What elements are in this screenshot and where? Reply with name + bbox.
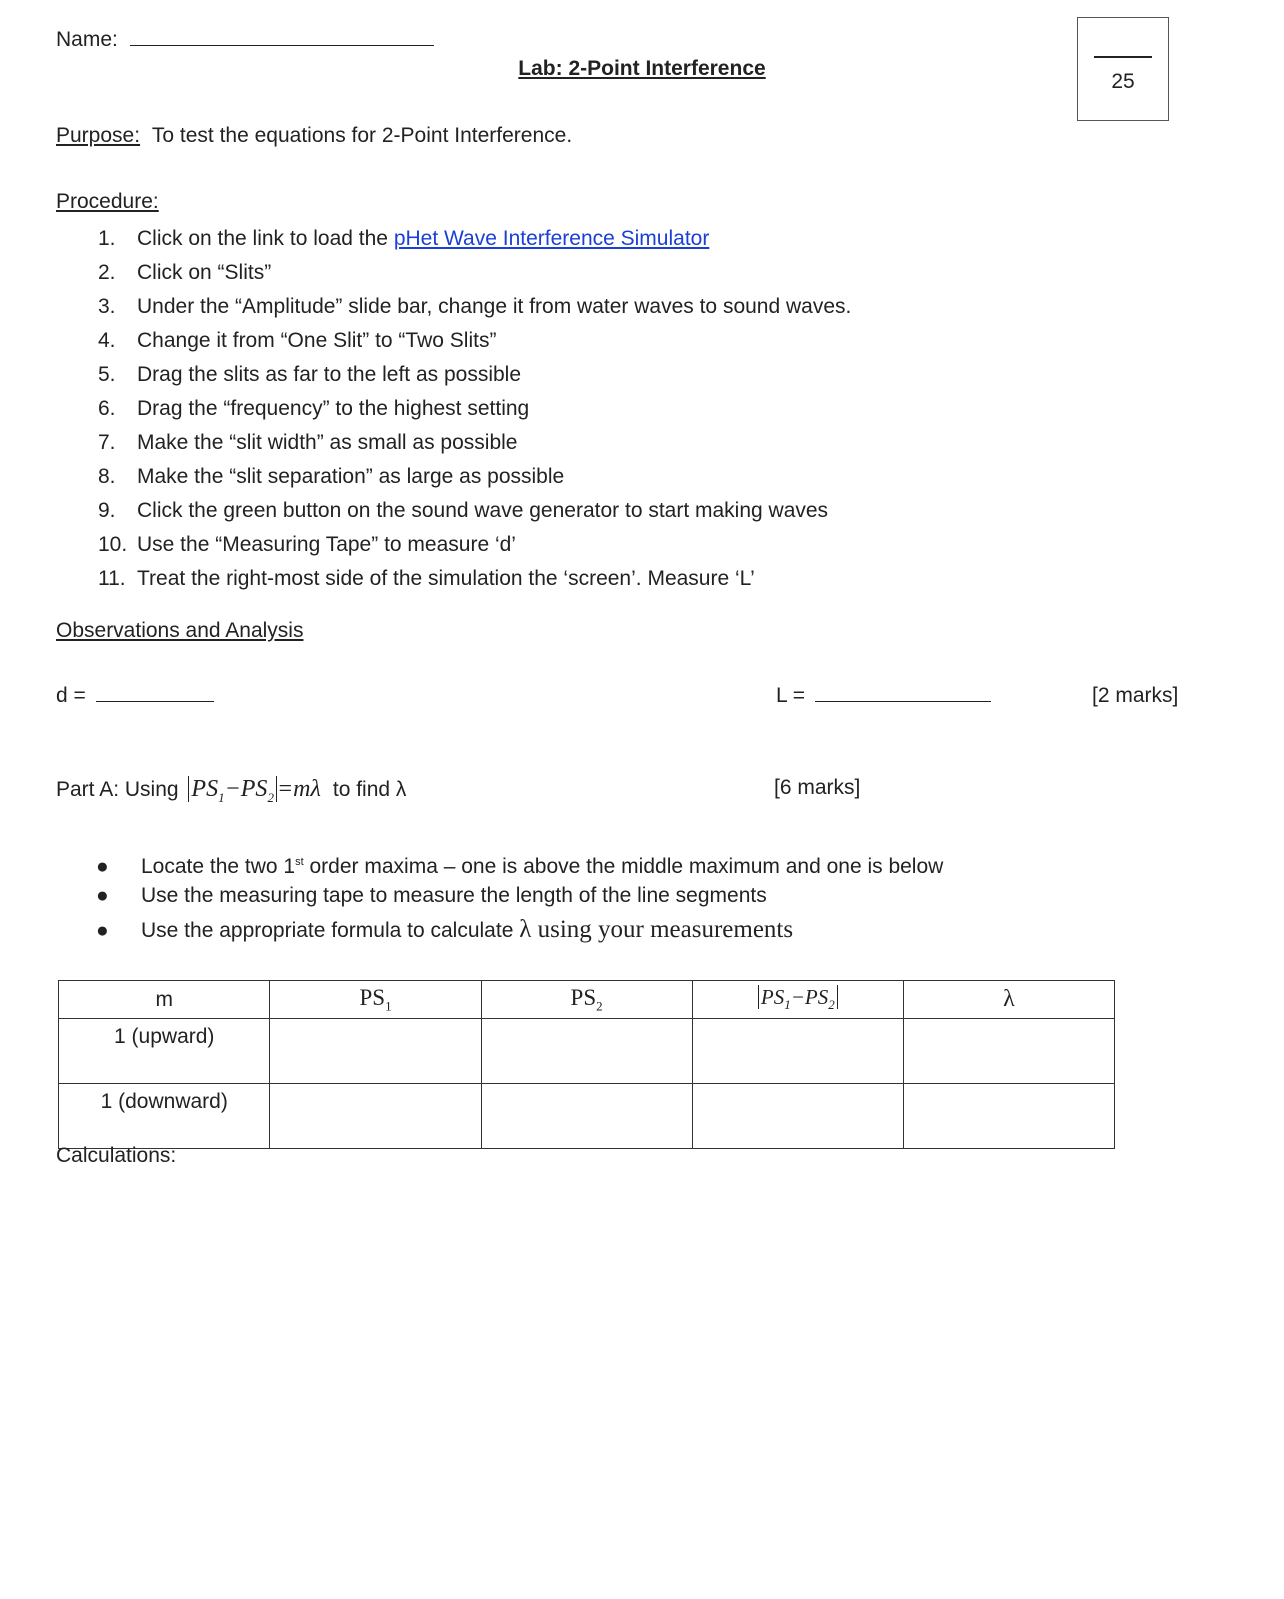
header-path-difference: $PS_1-PS_2$ <box>692 981 903 1019</box>
procedure-step: 11. Treat the right-most side of the simulation the ‘screen’. Measure ‘L’ <box>98 567 755 590</box>
d-blank[interactable] <box>96 701 214 702</box>
observations-label: Observations and Analysis <box>56 619 304 642</box>
procedure-step: 3. Under the “Amplitude” slide bar, change it from water waves to sound waves. <box>98 295 852 318</box>
name-blank[interactable] <box>130 45 434 46</box>
d-label: d = <box>56 684 86 707</box>
header-m: m <box>59 981 270 1019</box>
procedure-step: 6. Drag the “frequency” to the highest setting <box>98 397 530 420</box>
purpose-line <box>56 124 572 148</box>
row-label: 1 (upward) <box>59 1019 270 1084</box>
measurement-table <box>58 980 1115 1149</box>
score-blank[interactable] <box>1094 56 1152 58</box>
calculations-label: Calculations: <box>56 1144 177 1167</box>
part-a-prefix: Part A: Using <box>56 778 179 801</box>
procedure-step: 4. Change it from “One Slit” to “Two Slits” <box>98 329 497 352</box>
cell-ps2[interactable] <box>481 1019 692 1084</box>
cell-path-difference[interactable] <box>692 1019 903 1084</box>
score-box <box>1077 17 1169 121</box>
row-label: 1 (downward) <box>59 1084 270 1149</box>
procedure-list <box>98 222 851 596</box>
procedure-step: 2. Click on “Slits” <box>98 261 272 284</box>
purpose-label: Purpose: <box>56 124 141 147</box>
header-ps2: $PS_2$ <box>481 981 692 1019</box>
path-difference-equation: $PS_1-PS_2 =m\lambda$ <box>188 776 326 802</box>
name-line <box>56 28 434 52</box>
list-item: ● Locate the two 1st order maxima – one is above the middle maximum and one is below <box>96 855 944 878</box>
procedure-step: 1. Click on the link to load the pHet Wave Interference Simulator <box>98 227 710 250</box>
header-ps1: $PS_1$ <box>270 981 481 1019</box>
cell-lambda[interactable] <box>903 1084 1114 1149</box>
procedure-step: 9. Click the green button on the sound wave generator to start making waves <box>98 499 829 522</box>
part-a-instructions <box>92 845 943 947</box>
cell-lambda[interactable] <box>903 1019 1114 1084</box>
list-item: ● Use the appropriate formula to calculate λ using your measurements <box>96 916 794 943</box>
L-label: L = <box>776 684 805 707</box>
cell-ps1[interactable] <box>270 1084 481 1149</box>
cell-ps1[interactable] <box>270 1019 481 1084</box>
header-lambda: λ <box>903 981 1114 1019</box>
page-title: Lab: 2-Point Interference <box>518 57 766 80</box>
cell-path-difference[interactable] <box>692 1084 903 1149</box>
table-row <box>59 1019 1115 1084</box>
procedure-label: Procedure: <box>56 190 159 213</box>
cell-ps2[interactable] <box>481 1084 692 1149</box>
L-field <box>776 684 991 708</box>
table-row <box>59 1084 1115 1149</box>
phet-simulator-link[interactable]: pHet Wave Interference Simulator <box>393 227 710 250</box>
score-total: 25 <box>1111 70 1135 93</box>
part-a-marks: [6 marks] <box>774 776 861 799</box>
procedure-step: 8. Make the “slit separation” as large as possible <box>98 465 565 488</box>
list-item: ● Use the measuring tape to measure the length of the line segments <box>96 884 767 907</box>
table-header-row <box>59 981 1115 1019</box>
L-blank[interactable] <box>815 701 991 702</box>
part-a-heading <box>56 776 406 806</box>
purpose-text: To test the equations for 2-Point Interference. <box>151 124 573 147</box>
procedure-step: 10. Use the “Measuring Tape” to measure ‘d’ <box>98 533 516 556</box>
procedure-step: 5. Drag the slits as far to the left as possible <box>98 363 522 386</box>
observations-marks: [2 marks] <box>1092 684 1179 707</box>
name-label: Name: <box>56 28 118 51</box>
procedure-step: 7. Make the “slit width” as small as possible <box>98 431 518 454</box>
d-field <box>56 684 214 708</box>
part-a-suffix: to find λ <box>332 778 407 801</box>
